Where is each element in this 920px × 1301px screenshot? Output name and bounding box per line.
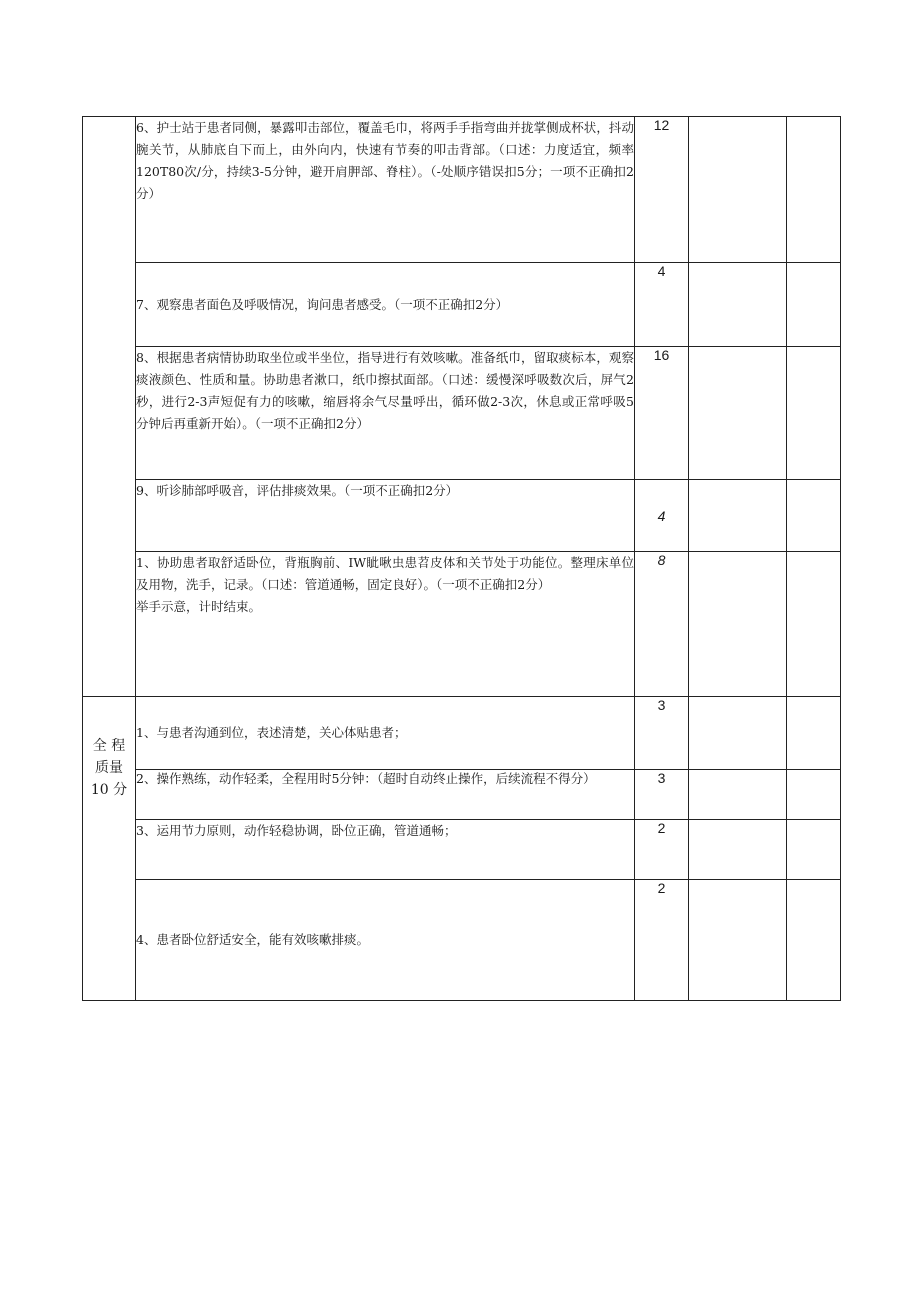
actual-score-cell	[689, 697, 787, 770]
remarks-cell	[787, 117, 841, 263]
row-content-extra: 举手示意，计时结束。	[136, 599, 262, 614]
actual-score-cell	[689, 770, 787, 820]
row-score: 4	[635, 480, 689, 552]
row-content	[136, 880, 635, 1001]
table-row	[83, 820, 841, 880]
row-content	[136, 697, 635, 770]
actual-score-cell	[689, 820, 787, 880]
row-content-text: 4、患者卧位舒适安全，能有效咳嗽排痰。	[136, 932, 369, 947]
actual-score-cell	[689, 263, 787, 347]
row-content	[136, 820, 635, 880]
actual-score-cell	[689, 480, 787, 552]
row-content	[136, 770, 635, 820]
table-row	[83, 347, 841, 480]
remarks-cell	[787, 552, 841, 697]
row-content	[136, 480, 635, 552]
quality-section-label-cell	[83, 697, 136, 1001]
row-score: 2	[635, 820, 689, 880]
quality-label-line2: 质量	[95, 760, 123, 776]
scoring-table	[82, 116, 841, 1001]
actual-score-cell	[689, 552, 787, 697]
row-content-text: 1、协助患者取舒适卧位，背瓶胸前、IW眦啾虫患苕皮体和关节处于功能位。整理床单位及用物，洗手，记录。（口述：管道通畅，固定良好）。（一项不正确扣2分）	[136, 555, 634, 592]
row-score: 3	[635, 697, 689, 770]
row-content	[136, 552, 635, 697]
table-row	[83, 117, 841, 263]
row-content-text: 1、与患者沟通到位，表述清楚，关心体贴患者；	[136, 725, 407, 740]
remarks-cell	[787, 480, 841, 552]
remarks-cell	[787, 880, 841, 1001]
table-row	[83, 552, 841, 697]
remarks-cell	[787, 770, 841, 820]
actual-score-cell	[689, 347, 787, 480]
table-row	[83, 697, 841, 770]
section-label-cell-empty	[83, 117, 136, 697]
remarks-cell	[787, 347, 841, 480]
row-content-text: 3、运用节力原则，动作轻稳协调，卧位正确，管道通畅；	[136, 823, 457, 838]
row-content-text: 6、护士站于患者同侧，暴露叩击部位，覆盖毛巾，将两手手指弯曲并拢掌侧成杯状，抖动腕关节，从肺底自下而上，由外向内，快速有节奏的叩击背部。（口述：力度适宜，频率120T80次/分，持续3-5分钟，避开肩胛部、脊柱）。（-处顺序错误扣5分；一项不正确扣2分）	[136, 120, 634, 201]
row-content-text: 8、根据患者病情协助取坐位或半坐位，指导进行有效咳嗽。准备纸巾，留取痰标本，观察痰液颜色、性质和量。协助患者漱口，纸巾擦拭面部。（口述：缓慢深呼吸数次后，屏气2秒，进行2-3声短促有力的咳嗽，缩唇将余气尽量呼出，循环做2-3次，休息或正常呼吸5分钟后再重新开始）。（一项不正确扣2分）	[136, 350, 634, 431]
row-score: 3	[635, 770, 689, 820]
row-score: 16	[635, 347, 689, 480]
row-score: 8	[635, 552, 689, 697]
quality-label-line1: 全 程	[92, 738, 126, 754]
remarks-cell	[787, 263, 841, 347]
row-score: 12	[635, 117, 689, 263]
row-content-text: 7、观察患者面色及呼吸情况，询问患者感受。（一项不正确扣2分）	[136, 296, 509, 312]
table-row	[83, 770, 841, 820]
row-content-text: 2、操作熟练，动作轻柔，全程用时5分钟：（超时自动终止操作，后续流程不得分）	[136, 771, 596, 786]
row-content-text: 9、听诊肺部呼吸音，评估排痰效果。（一项不正确扣2分）	[136, 483, 459, 498]
row-score: 4	[635, 263, 689, 347]
remarks-cell	[787, 820, 841, 880]
table-row	[83, 880, 841, 1001]
row-content	[136, 347, 635, 480]
quality-section-label	[83, 697, 135, 801]
actual-score-cell	[689, 880, 787, 1001]
row-score: 2	[635, 880, 689, 1001]
row-content	[136, 117, 635, 263]
quality-label-line3: 10 分	[90, 782, 128, 798]
actual-score-cell	[689, 117, 787, 263]
table-row	[83, 480, 841, 552]
remarks-cell	[787, 697, 841, 770]
row-content	[136, 263, 635, 347]
table-row	[83, 263, 841, 347]
